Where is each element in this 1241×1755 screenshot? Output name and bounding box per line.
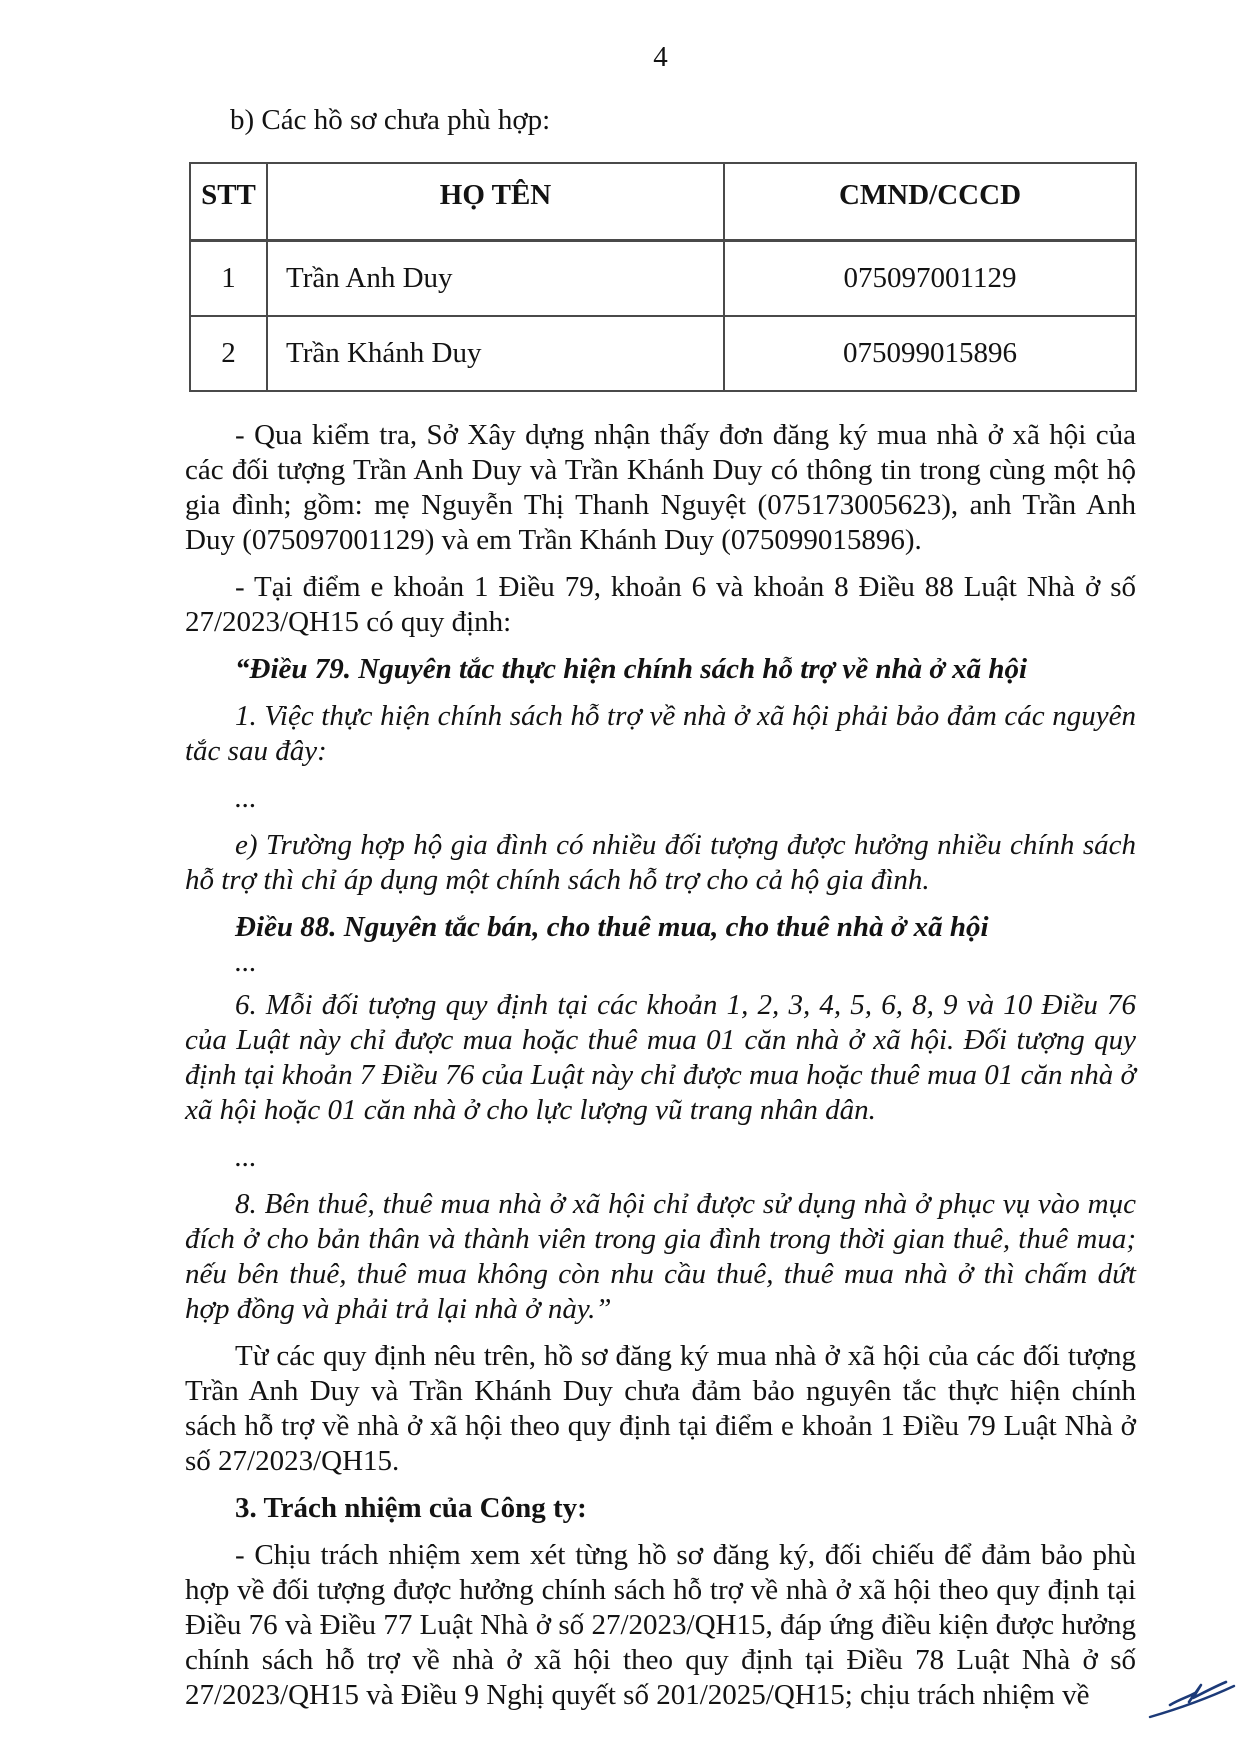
cell-name: Trần Anh Duy xyxy=(267,241,724,317)
col-header-stt: STT xyxy=(190,163,267,241)
paragraph-article-79-point-e: e) Trường hợp hộ gia đình có nhiều đối tượng được hưởng nhiều chính sách hỗ trợ thì chỉ áp dụng một chính sách hỗ trợ cho cả hộ gia đình. xyxy=(185,829,1136,896)
heading-article-79: “Điều 79. Nguyên tắc thực hiện chính sách hỗ trợ về nhà ở xã hội xyxy=(235,653,1028,685)
paragraph-company-duty: - Chịu trách nhiệm xem xét từng hồ sơ đăng ký, đối chiếu để đảm bảo phù hợp về đối tượng được hưởng chính sách hỗ trợ về nhà ở xã hội theo quy định tại Điều 76 và Điều 77 Luật Nhà ở số 27/2023/QH15, đáp ứng điều kiện được hưởng chính sách hỗ trợ về nhà ở xã hội theo quy định tại Điều 78 Luật Nhà ở số 27/2023/QH15 và Điều 9 Nghị quyết số 201/2025/QH15; chịu trách nhiệm về xyxy=(185,1539,1136,1711)
cell-id: 075099015896 xyxy=(724,316,1136,391)
paragraph-article-88-clause-8: 8. Bên thuê, thuê mua nhà ở xã hội chỉ được sử dụng nhà ở phục vụ vào mục đích ở cho bản thân và thành viên trong gia đình trong thời gian thuê, thuê mua; nếu bên thuê, thuê mua không còn nhu cầu thuê, thuê mua nhà ở thì chấm dứt hợp đồng và phải trả lại nhà ở này.” xyxy=(185,1188,1136,1325)
col-header-name: HỌ TÊN xyxy=(267,163,724,241)
section-label: b) Các hồ sơ chưa phù hợp: xyxy=(230,104,551,136)
heading-company-responsibility: 3. Trách nhiệm của Công ty: xyxy=(235,1492,587,1524)
table-row xyxy=(190,241,1136,317)
table-row xyxy=(190,316,1136,391)
cell-stt: 2 xyxy=(190,316,267,391)
paragraph-legal-reference: - Tại điểm e khoản 1 Điều 79, khoản 6 và khoản 8 Điều 88 Luật Nhà ở số 27/2023/QH15 có quy định: xyxy=(185,571,1136,638)
cell-stt: 1 xyxy=(190,241,267,317)
table-header-row xyxy=(190,163,1136,241)
ellipsis-line: ... xyxy=(235,946,257,978)
signature-icon xyxy=(1146,1672,1238,1722)
cell-name: Trần Khánh Duy xyxy=(267,316,724,391)
cell-id: 075097001129 xyxy=(724,241,1136,317)
paragraph-inspection-result: - Qua kiểm tra, Sở Xây dựng nhận thấy đơn đăng ký mua nhà ở xã hội của các đối tượng Trần Anh Duy và Trần Khánh Duy có thông tin trong cùng một hộ gia đình; gồm: mẹ Nguyễn Thị Thanh Nguyệt (075173005623), anh Trần Anh Duy (075097001129) và em Trần Khánh Duy (075099015896). xyxy=(185,419,1136,556)
applicants-table xyxy=(189,162,1137,392)
paragraph-conclusion: Từ các quy định nêu trên, hồ sơ đăng ký mua nhà ở xã hội của các đối tượng Trần Anh Duy và Trần Khánh Duy chưa đảm bảo nguyên tắc thực hiện chính sách hỗ trợ về nhà ở xã hội theo quy định tại điểm e khoản 1 Điều 79 Luật Nhà ở số 27/2023/QH15. xyxy=(185,1340,1136,1477)
page-number: 4 xyxy=(653,41,668,73)
ellipsis-line: ... xyxy=(235,1141,257,1173)
col-header-id: CMND/CCCD xyxy=(724,163,1136,241)
heading-article-88: Điều 88. Nguyên tắc bán, cho thuê mua, cho thuê nhà ở xã hội xyxy=(235,911,989,943)
ellipsis-line: ... xyxy=(235,782,257,814)
paragraph-article-79-clause-1: 1. Việc thực hiện chính sách hỗ trợ về nhà ở xã hội phải bảo đảm các nguyên tắc sau đây: xyxy=(185,700,1136,767)
paragraph-article-88-clause-6: 6. Mỗi đối tượng quy định tại các khoản 1, 2, 3, 4, 5, 6, 8, 9 và 10 Điều 76 của Luật này chỉ được mua hoặc thuê mua 01 căn nhà ở xã hội. Đối tượng quy định tại khoản 7 Điều 76 của Luật này chỉ được mua hoặc thuê mua 01 căn nhà ở xã hội hoặc 01 căn nhà ở cho lực lượng vũ trang nhân dân. xyxy=(185,989,1136,1126)
